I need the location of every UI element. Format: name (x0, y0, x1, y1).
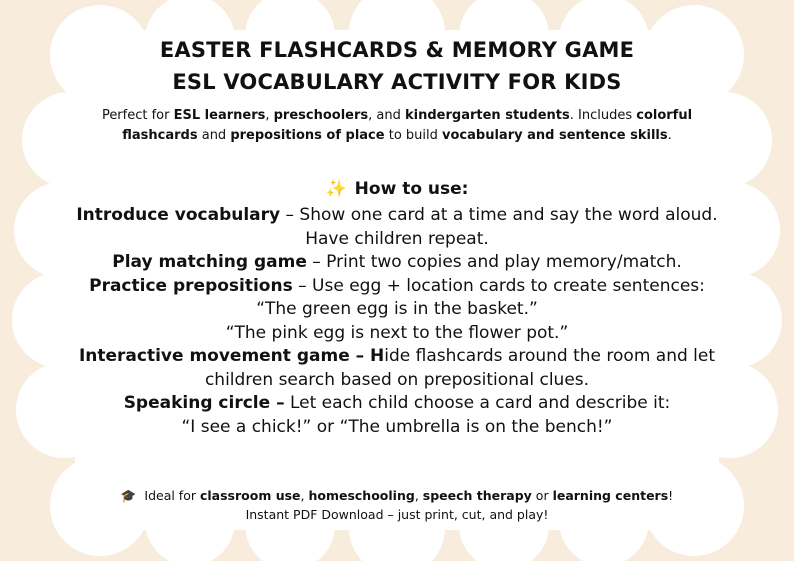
step-bold: Practice prepositions (89, 275, 293, 296)
intro-text: . (667, 128, 672, 143)
step-text: “I see a chick!” or “The umbrella is on the bench!” (181, 416, 613, 437)
step-bold: Speaking circle – (123, 393, 285, 413)
footer-bold: classroom use (199, 488, 301, 503)
intro-bold: colorful flashcards (122, 108, 693, 143)
step-text: Let each child choose a card and describe it: (284, 393, 671, 413)
intro-text: . Includes (569, 108, 637, 123)
step-matching-game (70, 251, 724, 275)
footer (0, 486, 794, 524)
step-text: “The pink egg is next to the flower pot.” (225, 322, 569, 343)
intro-text: , (265, 108, 274, 123)
intro-text: , and (368, 108, 406, 123)
step-text: “The green egg is in the basket.” (256, 299, 538, 319)
sparkles-icon: ✨ (325, 179, 347, 199)
intro-bold: prepositions of place (230, 128, 385, 143)
intro-bold: vocabulary and sentence skills (442, 128, 668, 143)
intro-text: to build (384, 128, 443, 143)
step-practice-prepositions (70, 275, 724, 299)
footer-text: , (414, 488, 423, 503)
title-line-1: EASTER FLASHCARDS & MEMORY GAME (159, 38, 635, 62)
step-introduce-vocabulary (70, 204, 724, 251)
step-text: – Print two copies and play memory/match. (306, 252, 682, 272)
instructions-list (70, 204, 724, 439)
step-bold: Interactive movement game – H (78, 346, 385, 366)
intro-bold: kindergarten students (405, 108, 570, 123)
footer-text: , (300, 488, 309, 503)
step-bold: Introduce vocabulary (76, 205, 281, 225)
example-sentence-3 (70, 416, 724, 440)
how-to-use-heading (0, 179, 794, 199)
intro-bold: ESL learners (173, 108, 266, 123)
intro-paragraph (90, 106, 704, 146)
step-text: ide flashcards around the room and let children search based on prepositional clues. (204, 346, 716, 390)
intro-text: and (197, 128, 231, 143)
step-bold: Play matching game (112, 252, 307, 272)
footer-text: or (531, 488, 553, 503)
footer-line-1 (0, 486, 794, 505)
intro-text: Perfect for (101, 108, 174, 123)
step-text: – Show one card at a time and say the word aloud. Have children repeat. (280, 205, 718, 249)
footer-text: Ideal for (140, 488, 200, 503)
footer-text: ! (668, 488, 674, 503)
footer-bold: homeschooling (308, 488, 415, 503)
how-to-use-label: How to use: (354, 179, 469, 199)
example-sentence-1 (70, 298, 724, 322)
example-sentence-2 (70, 322, 724, 346)
footer-line-2: Instant PDF Download – just print, cut, and play! (245, 507, 549, 522)
step-movement-game (70, 345, 724, 392)
footer-bold: speech therapy (422, 488, 532, 503)
graduation-cap-icon: 🎓 (120, 488, 137, 503)
footer-bold: learning centers (552, 488, 669, 503)
step-speaking-circle (70, 392, 724, 416)
intro-bold: preschoolers (273, 108, 369, 123)
step-text: – Use egg + location cards to create sentences: (292, 275, 705, 296)
title-line-2: ESL VOCABULARY ACTIVITY FOR KIDS (172, 70, 622, 94)
